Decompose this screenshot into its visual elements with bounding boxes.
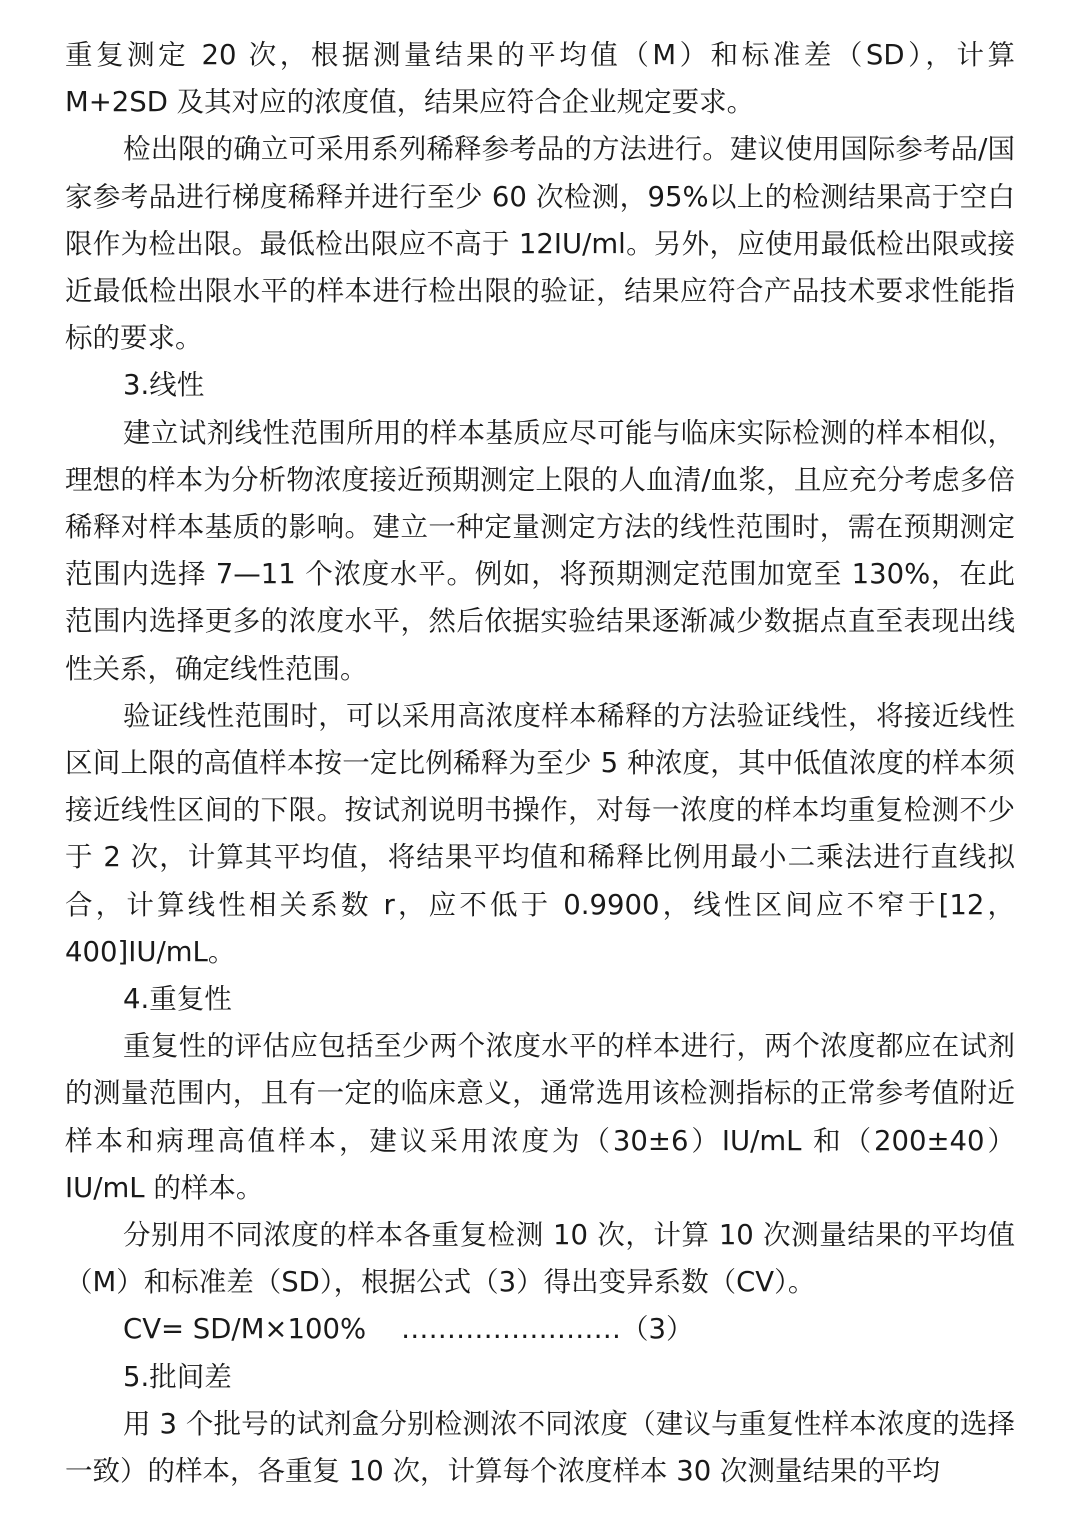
paragraph-linearity-verify: 验证线性范围时，可以采用高浓度样本稀释的方法验证线性，将接近线性区间上限的高值样本按一定比例稀释为至少 5 种浓度，其中低值浓度的样本须接近线性区间的下限。按试剂说明书操作，对每一浓度的样本均重复检测不少于 2 次，计算其平均值，将结果平均值和稀释比例用最小二乘法进行直线拟合，计算线性相关系数 r，应不低于 0.9900，线性区间应不窄于[12，400]IU/mL。 — [65, 699, 1015, 968]
formula-cv: CV= SD/M×100% ……………………（3） — [123, 1313, 694, 1346]
paragraph-detection-limit: 检出限的确立可采用系列稀释参考品的方法进行。建议使用国际参考品/国家参考品进行梯度稀释并进行至少 60 次检测，95%以上的检测结果高于空白限作为检出限。最低检出限应不高于 12IU/ml。另外，应使用最低检出限或接近最低检出限水平的样本进行检出限的验证，结果应符合产品技术要求性能指标的要求。 — [65, 133, 1015, 355]
heading-linearity: 3.线性 — [123, 369, 205, 402]
heading-lot-variance: 5.批间差 — [123, 1360, 232, 1393]
paragraph-repeatability-samples: 重复性的评估应包括至少两个浓度水平的样本进行，两个浓度都应在试剂的测量范围内，且有一定的临床意义，通常选用该检测指标的正常参考值附近样本和病理高值样本，建议采用浓度为（30±6）IU/mL 和（200±40）IU/mL 的样本。 — [65, 1030, 1015, 1204]
heading-repeatability: 4.重复性 — [123, 983, 232, 1016]
document-page — [65, 32, 1015, 1495]
paragraph-linearity-establish: 建立试剂线性范围所用的样本基质应尽可能与临床实际检测的样本相似，理想的样本为分析物浓度接近预期测定上限的人血清/血浆，且应充分考虑多倍稀释对样本基质的影响。建立一种定量测定方法的线性范围时，需在预期测定范围内选择 7—11 个浓度水平。例如，将预期测定范围加宽至 130%，在此范围内选择更多的浓度水平，然后依据实验结果逐渐减少数据点直至表现出线性关系，确定线性范围。 — [65, 416, 1015, 685]
paragraph-repeatability-method: 分别用不同浓度的样本各重复检测 10 次，计算 10 次测量结果的平均值（M）和标准差（SD），根据公式（3）得出变异系数（CV）。 — [65, 1219, 1015, 1299]
paragraph-1: 重复测定 20 次，根据测量结果的平均值（M）和标准差（SD），计算 M+2SD 及其对应的浓度值，结果应符合企业规定要求。 — [65, 39, 1015, 119]
paragraph-lot-variance: 用 3 个批号的试剂盒分别检测浓不同浓度（建议与重复性样本浓度的选择一致）的样本，各重复 10 次，计算每个浓度样本 30 次测量结果的平均 — [65, 1407, 1015, 1488]
